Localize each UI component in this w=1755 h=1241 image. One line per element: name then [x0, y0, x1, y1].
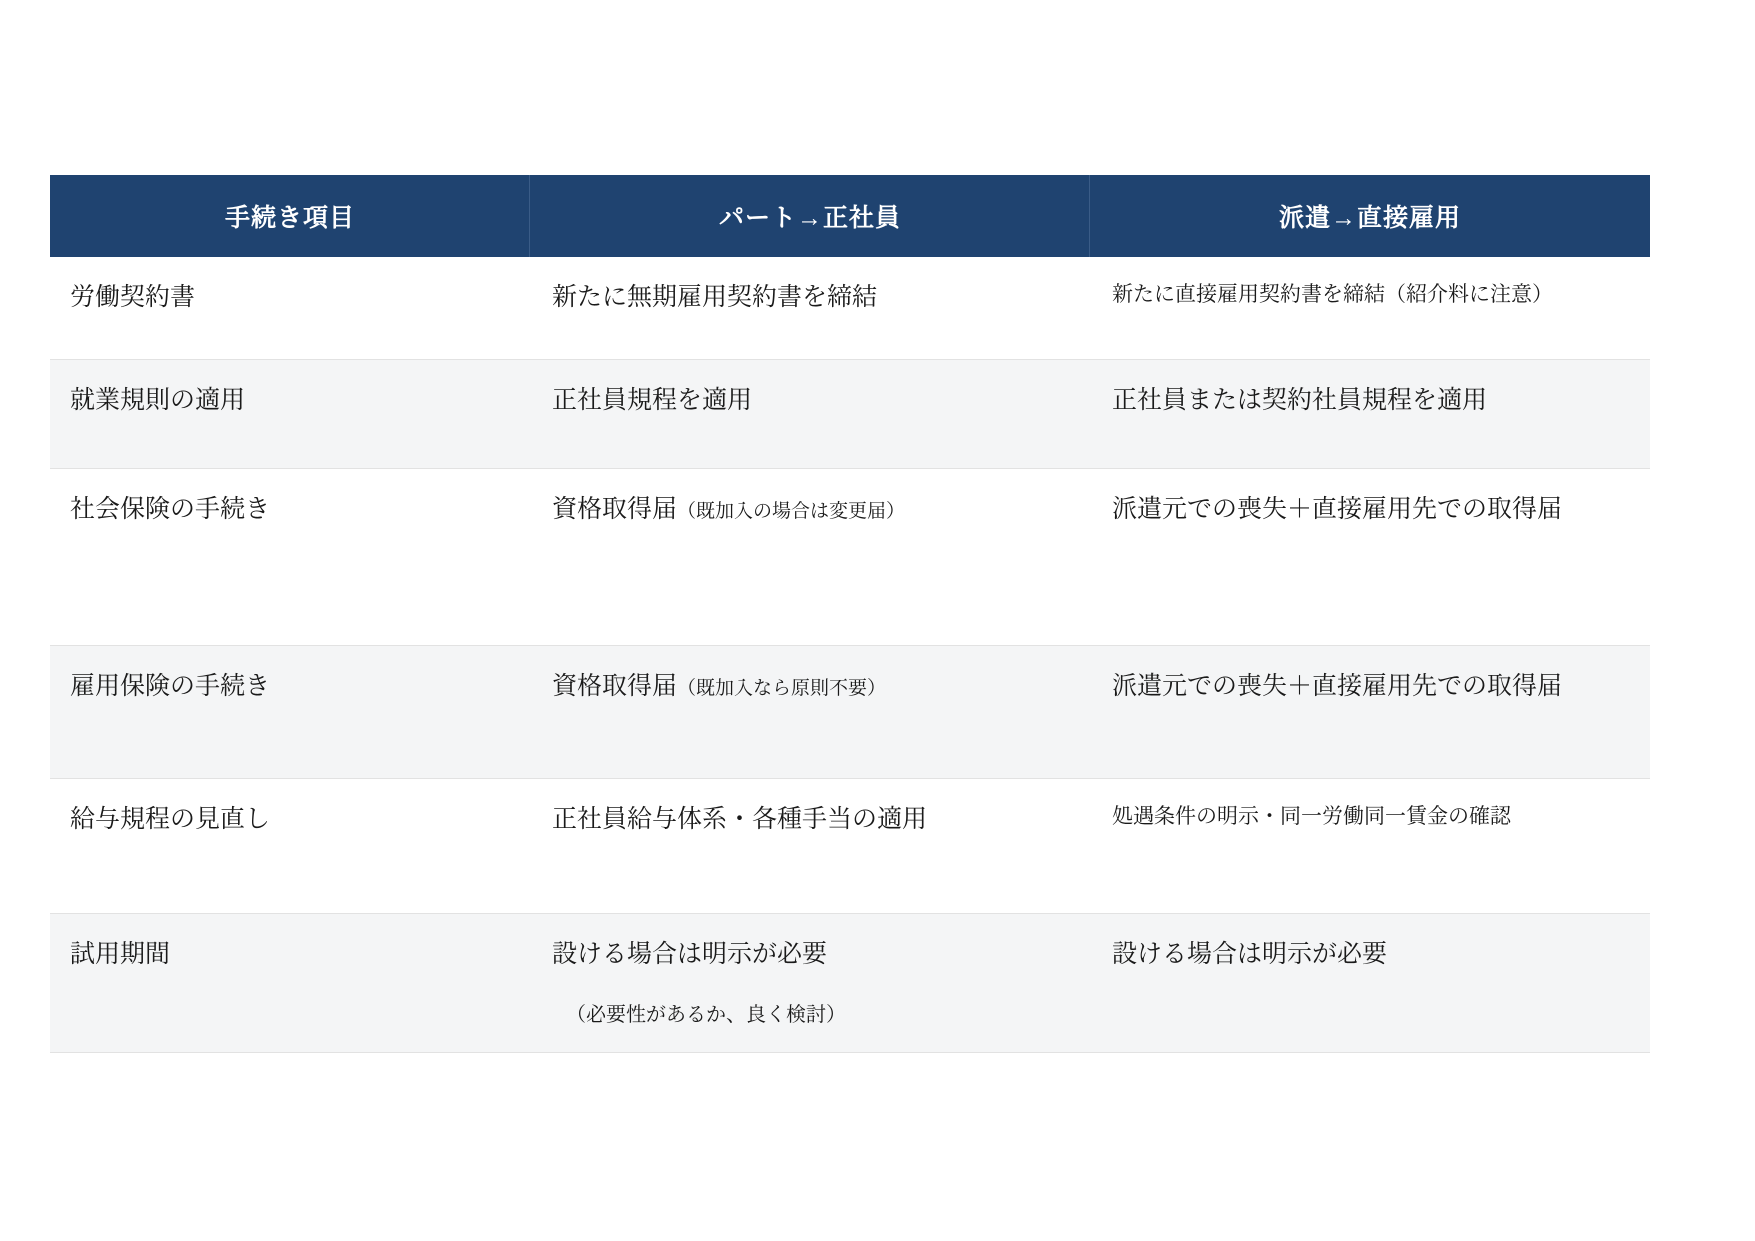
- cell-dispatch-to-direct: 処遇条件の明示・同一労働同一賃金の確認: [1090, 779, 1650, 914]
- table-row: [50, 469, 1650, 646]
- cell-item: 社会保険の手続き: [50, 469, 530, 646]
- comparison-table-container: [50, 175, 1650, 1053]
- table-row: [50, 779, 1650, 914]
- table-row: [50, 646, 1650, 779]
- cell-part-to-fulltime: [530, 469, 1090, 646]
- column-header-part-to-fulltime: パート→正社員: [530, 175, 1090, 257]
- cell-item: 就業規則の適用: [50, 360, 530, 469]
- cell-note-text: （既加入の場合は変更届）: [677, 501, 906, 522]
- cell-dispatch-to-direct: 派遣元での喪失＋直接雇用先での取得届: [1090, 646, 1650, 779]
- cell-part-to-fulltime: [530, 914, 1090, 1053]
- cell-part-to-fulltime: 正社員給与体系・各種手当の適用: [530, 779, 1090, 914]
- table-header-row: [50, 175, 1650, 257]
- column-header-dispatch-to-direct: 派遣→直接雇用: [1090, 175, 1650, 257]
- table-row: [50, 360, 1650, 469]
- table-row: [50, 257, 1650, 360]
- table-header: [50, 175, 1650, 257]
- cell-item: 労働契約書: [50, 257, 530, 360]
- cell-dispatch-to-direct: 派遣元での喪失＋直接雇用先での取得届: [1090, 469, 1650, 646]
- cell-sub-text: （必要性があるか、良く検討）: [566, 1003, 846, 1026]
- cell-main-text: 資格取得届: [552, 495, 678, 523]
- cell-dispatch-to-direct: 設ける場合は明示が必要: [1090, 914, 1650, 1053]
- cell-item: 給与規程の見直し: [50, 779, 530, 914]
- cell-item: 雇用保険の手続き: [50, 646, 530, 779]
- cell-note-text: （既加入なら原則不要）: [677, 678, 887, 699]
- cell-part-to-fulltime: 新たに無期雇用契約書を締結: [530, 257, 1090, 360]
- cell-part-to-fulltime: [530, 646, 1090, 779]
- table-row: [50, 914, 1650, 1053]
- cell-dispatch-to-direct: 正社員または契約社員規程を適用: [1090, 360, 1650, 469]
- cell-main-text: 設ける場合は明示が必要: [552, 940, 828, 968]
- column-header-item: 手続き項目: [50, 175, 530, 257]
- cell-main-text: 資格取得届: [552, 672, 678, 700]
- table-body: [50, 257, 1650, 1052]
- cell-dispatch-to-direct: 新たに直接雇用契約書を締結（紹介料に注意）: [1090, 257, 1650, 360]
- cell-part-to-fulltime: 正社員規程を適用: [530, 360, 1090, 469]
- cell-item: 試用期間: [50, 914, 530, 1053]
- comparison-table: [50, 175, 1650, 1053]
